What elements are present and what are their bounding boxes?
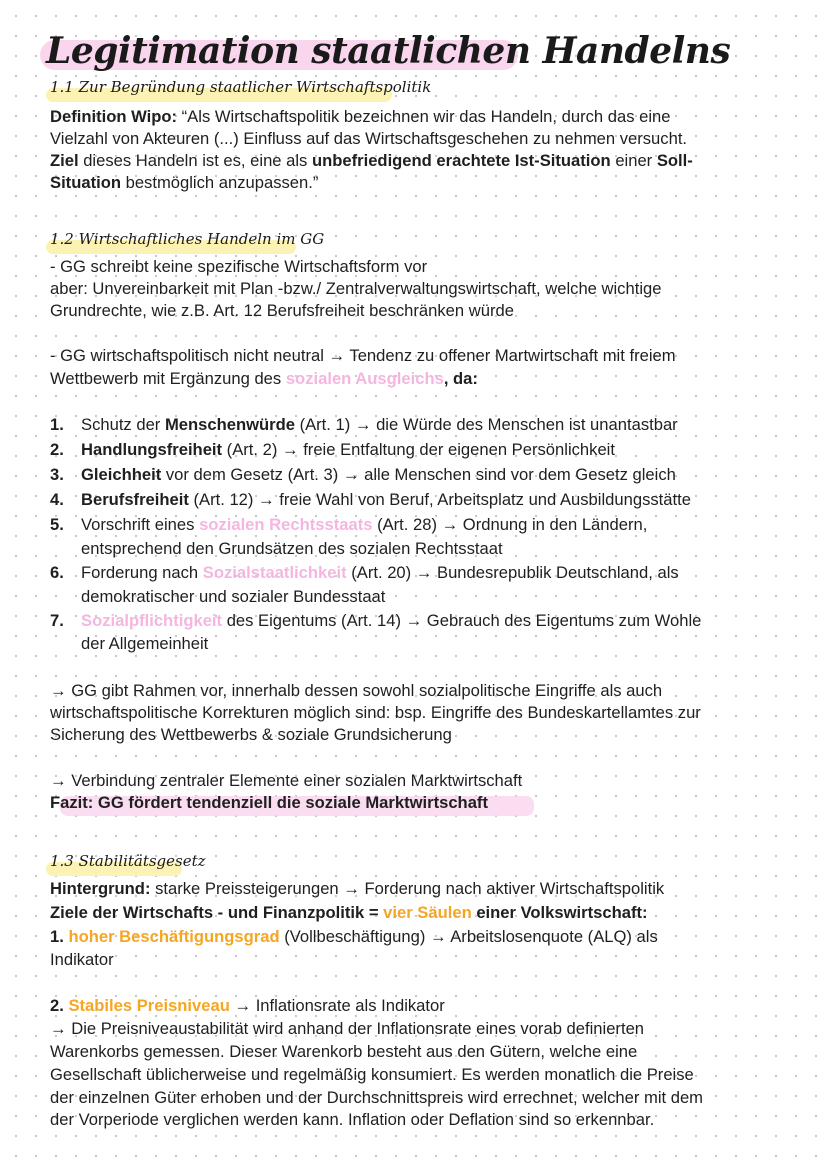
preis-para-line1: → Die Preisniveaustabilität wird anhand der Inflationsrate eines vorab definierten — [50, 1019, 645, 1038]
list-item: 7. Sozialpflichtigkeit des Eigentums (Art. 14) → Gebrauch des Eigentums zum Wohle — [50, 611, 702, 630]
gg-para1-line2: aber: Unvereinbarkeit mit Plan -bzw./ Zentralverwaltungswirtschaft, welche wichtige — [50, 279, 662, 298]
gg-para1-line3: Grundrechte, wie z.B. Art. 12 Berufsfreiheit beschränken würde — [50, 301, 514, 320]
section-heading-1-3: 1.3 Stabilitätsgesetz — [50, 852, 206, 870]
gg-para3-line1: → GG gibt Rahmen vor, innerhalb dessen sowohl sozialpolitische Eingriffe als auch — [50, 681, 663, 700]
gg-para3-line2: wirtschaftspolitische Korrekturen möglich sind: bsp. Eingriffe des Bundeskartellamtes zur — [50, 703, 701, 722]
fazit-line: Fazit: GG fördert tendenziell die soziale Marktwirtschaft — [50, 793, 488, 812]
definition-line-4: Situation bestmöglich anzupassen.” — [50, 173, 319, 192]
preis-para-line2: Warenkorbs gemessen. Dieser Warenkorb besteht aus den Gütern, welche eine — [50, 1042, 638, 1061]
definition-line-2: Vielzahl von Akteuren (...) Einfluss auf das Wirtschaftsgeschehen zu nehmen versucht. — [50, 129, 688, 148]
list-item: 2. Handlungsfreiheit (Art. 2) → freie Entfaltung der eigenen Persönlichkeit — [50, 440, 615, 459]
list-item: 5. Vorschrift eines sozialen Rechtsstaats (Art. 28) → Ordnung in den Ländern, — [50, 515, 648, 534]
definition-line-3: Ziel dieses Handeln ist es, eine als unbefriedigend erachtete Ist-Situation einer Soll- — [50, 151, 693, 170]
ziel-1-line: 1. hoher Beschäftigungsgrad (Vollbeschäftigung) → Arbeitslosenquote (ALQ) als — [50, 927, 658, 946]
list-item-continuation: demokratischer und sozialer Bundesstaat — [81, 587, 386, 606]
hintergrund-line: Hintergrund: starke Preissteigerungen → Forderung nach aktiver Wirtschaftspolitik — [50, 879, 665, 898]
gg-para1-line1: - GG schreibt keine spezifische Wirtschaftsform vor — [50, 257, 428, 276]
section-heading-1-2: 1.2 Wirtschaftliches Handeln im GG — [50, 230, 325, 248]
list-item: 4. Berufsfreiheit (Art. 12) → freie Wahl von Beruf, Arbeitsplatz und Ausbildungsstätte — [50, 490, 691, 509]
page-title: Legitimation staatlichen Handelns — [46, 30, 731, 72]
ziel-2-line: 2. Stabiles Preisniveau → Inflationsrate als Indikator — [50, 996, 445, 1015]
preis-para-line5: der Vorperiode verglichen werden kann. Inflation oder Deflation sind so erkennbar. — [50, 1110, 655, 1129]
gg-para4-line1: → Verbindung zentraler Elemente einer sozialen Marktwirtschaft — [50, 771, 523, 790]
list-item: 1. Schutz der Menschenwürde (Art. 1) → die Würde des Menschen ist unantastbar — [50, 415, 678, 434]
section-heading-1-1: 1.1 Zur Begründung staatlicher Wirtschaftspolitik — [50, 78, 432, 96]
gg-para3-line3: Sicherung des Wettbewerbs & soziale Grundsicherung — [50, 725, 452, 744]
definition-label: Definition Wipo: — [50, 107, 178, 126]
definition-text: “Als Wirtschaftspolitik bezeichnen wir das Handeln, durch das eine — [177, 107, 671, 126]
list-item: 6. Forderung nach Sozialstaatlichkeit (Art. 20) → Bundesrepublik Deutschland, als — [50, 563, 679, 582]
ziel-1-continuation: Indikator — [50, 950, 114, 969]
gg-para2-line2: Wettbewerb mit Ergänzung des sozialen Ausgleichs, da: — [50, 369, 478, 388]
definition-line-1 — [50, 106, 670, 129]
preis-para-line3: Gesellschaft üblicherweise und regelmäßig konsumiert. Es werden monatlich die Preise — [50, 1065, 694, 1084]
sozialer-ausgleich-highlight: sozialen Ausgleichs — [285, 369, 444, 388]
list-item-continuation: der Allgemeinheit — [81, 634, 209, 653]
list-item-continuation: entsprechend den Grundsätzen des sozialen Rechtsstaat — [81, 539, 503, 558]
ziele-line: Ziele der Wirtschafts - und Finanzpolitik = vier Säulen einer Volkswirtschaft: — [50, 903, 648, 922]
gg-para2-line1: - GG wirtschaftspolitisch nicht neutral → Tendenz zu offener Martwirtschaft mit freiem — [50, 346, 676, 365]
list-item: 3. Gleichheit vor dem Gesetz (Art. 3) → alle Menschen sind vor dem Gesetz gleich — [50, 465, 676, 484]
ziel-label: Ziel — [50, 151, 79, 170]
preis-para-line4: der einzelnen Güter erhoben und der Durchschnittspreis wird errechnet, welcher mit dem — [50, 1088, 704, 1107]
